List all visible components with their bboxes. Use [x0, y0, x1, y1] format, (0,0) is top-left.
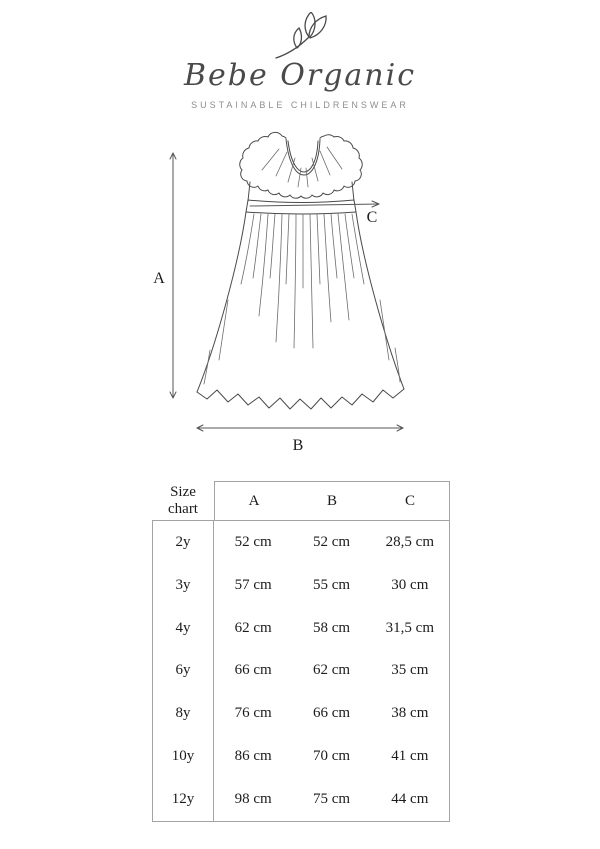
- arrow-b: [197, 425, 403, 431]
- measurement-value: 58 cm: [312, 619, 351, 636]
- zigzag-hem: [197, 389, 404, 409]
- size-label: 10y: [153, 735, 214, 778]
- measurement-value: 57 cm: [234, 576, 272, 593]
- size-chart-title-line1: Size: [170, 483, 196, 500]
- measurement-value: 52 cm: [312, 533, 351, 550]
- measurement-value: 62 cm: [234, 619, 272, 636]
- measurement-value: 41 cm: [391, 748, 429, 765]
- size-chart-table: [152, 481, 450, 822]
- brand-tagline: SUSTAINABLE CHILDRENSWEAR: [191, 100, 409, 110]
- skirt-gathers: [204, 214, 400, 384]
- measurement-value: 66 cm: [312, 705, 351, 722]
- measure-label-b: B: [292, 437, 304, 454]
- measure-label-a: A: [153, 270, 165, 287]
- brand-name: Bebe Organic: [183, 58, 417, 93]
- measurement-value: 38 cm: [391, 705, 429, 722]
- column-header-a: A: [248, 492, 260, 509]
- size-chart-title: [152, 481, 214, 520]
- arrow-a: [170, 153, 176, 398]
- measurement-value: 98 cm: [234, 791, 272, 808]
- measurement-value: 44 cm: [391, 791, 429, 808]
- measurement-value: 55 cm: [312, 576, 351, 593]
- measurement-value: 62 cm: [312, 662, 351, 679]
- measurement-value: 66 cm: [234, 662, 272, 679]
- table-header: [152, 481, 450, 520]
- collar-creases: [262, 147, 342, 187]
- size-label: 3y: [153, 564, 214, 607]
- measurement-value: 30 cm: [391, 576, 429, 593]
- size-label: 8y: [153, 692, 214, 735]
- measurement-value: 35 cm: [391, 662, 429, 679]
- size-label: 4y: [153, 607, 214, 650]
- column-header-b: B: [326, 492, 337, 509]
- bodice: [246, 182, 356, 214]
- size-label: 2y: [153, 521, 214, 564]
- measurement-value: 52 cm: [234, 533, 272, 550]
- size-label: 12y: [153, 778, 214, 821]
- measure-label-c: C: [366, 209, 378, 226]
- size-label: 6y: [153, 650, 214, 693]
- measurement-value: 75 cm: [312, 791, 351, 808]
- measurement-value: 70 cm: [312, 748, 351, 765]
- skirt: [197, 212, 404, 409]
- measurement-value: 86 cm: [234, 748, 272, 765]
- collar-scallops: [247, 181, 355, 198]
- column-header-c: C: [404, 492, 415, 509]
- measurement-value: 31,5 cm: [385, 619, 434, 636]
- measurement-columns-header: [214, 481, 450, 520]
- size-chart-title-line2: chart: [168, 500, 198, 517]
- measurement-value: 28,5 cm: [385, 533, 434, 550]
- table-body: [152, 520, 450, 822]
- measurement-value: 76 cm: [234, 705, 272, 722]
- collar-outline: [240, 132, 286, 181]
